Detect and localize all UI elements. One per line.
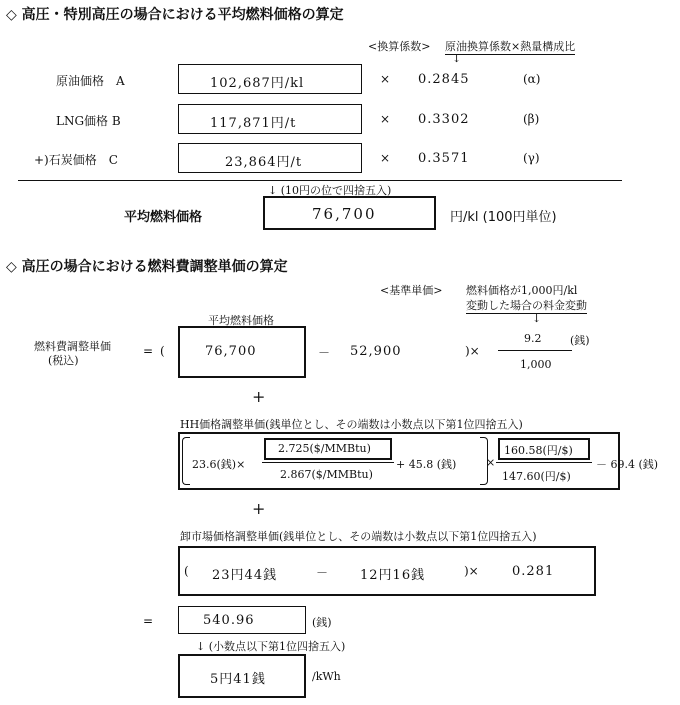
coef-value: 0.3302 bbox=[418, 112, 470, 127]
base-note-2: 変動した場合の料金変動 bbox=[466, 299, 587, 312]
greek-label: (γ) bbox=[523, 151, 540, 165]
price-value: 117,871円/t bbox=[210, 116, 297, 131]
coef-header: <換算係数> bbox=[368, 40, 431, 53]
down-arrow-icon: ↓ bbox=[452, 52, 462, 65]
coef-formula: 原油換算係数×熱量構成比 bbox=[445, 40, 576, 53]
base-note-1: 燃料価格が1,000円/kl bbox=[466, 284, 578, 297]
result-unit: (銭) bbox=[312, 616, 332, 629]
frac-numerator: 9.2 bbox=[524, 332, 542, 345]
frac-denominator: 1,000 bbox=[520, 358, 552, 371]
avg-price-unit: 円/kl (100円単位) bbox=[450, 210, 557, 225]
row-label: 原油価格 A bbox=[56, 74, 125, 88]
final-unit: /kWh bbox=[312, 670, 341, 683]
greek-label: (β) bbox=[523, 112, 540, 126]
paren-open: ( bbox=[160, 344, 165, 358]
hh-times: × bbox=[486, 456, 496, 469]
price-value: 23,864円/t bbox=[225, 155, 303, 170]
fraction-bar bbox=[498, 350, 572, 351]
base-value: 52,900 bbox=[350, 344, 402, 359]
price-value: 102,687円/kl bbox=[210, 76, 305, 91]
base-header: <基準単価> bbox=[380, 284, 443, 297]
hh-fraction-bar bbox=[262, 462, 394, 463]
section1-title: ◇ 高圧・特別高圧の場合における平均燃料価格の算定 bbox=[6, 7, 344, 23]
lhs-label-1: 燃料費調整単価 bbox=[34, 340, 111, 353]
wh-minus: － bbox=[316, 566, 329, 580]
greek-label: (α) bbox=[523, 72, 541, 86]
wh-price-b: 12円16銭 bbox=[360, 568, 426, 583]
section2-title: ◇ 高圧の場合における燃料費調整単価の算定 bbox=[6, 259, 288, 275]
down-arrow-icon: ↓ bbox=[532, 312, 542, 325]
left-brace bbox=[182, 437, 190, 485]
frac-unit: (銭) bbox=[570, 334, 590, 347]
hh-numerator: 2.725($/MMBtu) bbox=[278, 442, 371, 455]
coef-value: 0.2845 bbox=[418, 72, 470, 87]
fx-fraction-bar bbox=[496, 462, 592, 463]
row-label: +)石炭価格 C bbox=[34, 153, 118, 167]
avg-price-label: 平均燃料価格 bbox=[124, 210, 203, 225]
plus-sign: + bbox=[252, 499, 266, 518]
lhs-label-2: (税込) bbox=[48, 354, 79, 367]
avg-price-value: 76,700 bbox=[312, 205, 377, 223]
hh-term-c: － 69.4 (銭) bbox=[596, 458, 659, 471]
avg-box-label: 平均燃料価格 bbox=[208, 314, 274, 327]
wh-price-a: 23円44銭 bbox=[212, 568, 278, 583]
times-sign: × bbox=[380, 112, 391, 126]
times-sign: × bbox=[380, 72, 391, 86]
plus-sign: + bbox=[252, 387, 266, 406]
result-value: 540.96 bbox=[203, 613, 255, 628]
hh-title: HH価格調整単価(銭単位とし、その端数は小数点以下第1位四捨五入) bbox=[180, 418, 523, 431]
round-note-2: ↓ (小数点以下第1位四捨五入) bbox=[196, 640, 346, 653]
fx-numerator: 160.58(円/$) bbox=[504, 444, 573, 457]
minus-sign: － bbox=[318, 346, 331, 360]
hh-term-b: + 45.8 (銭) bbox=[396, 458, 457, 471]
wh-paren-open: ( bbox=[184, 564, 189, 578]
wh-close-times: )× bbox=[464, 564, 479, 578]
times-sign: × bbox=[380, 151, 391, 165]
wh-coef: 0.281 bbox=[512, 564, 555, 579]
sum-divider bbox=[18, 180, 622, 181]
hh-term-a: 23.6(銭)× bbox=[192, 458, 246, 471]
result-equals: = bbox=[143, 614, 154, 628]
coef-value: 0.3571 bbox=[418, 151, 470, 166]
row-label: LNG価格 B bbox=[56, 114, 121, 128]
avg-box-value: 76,700 bbox=[205, 344, 257, 359]
hh-denominator: 2.867($/MMBtu) bbox=[280, 468, 373, 481]
equals-sign: = bbox=[143, 344, 154, 358]
round-note: ↓ (10円の位で四捨五入) bbox=[268, 184, 392, 197]
fx-denominator: 147.60(円/$) bbox=[502, 470, 571, 483]
final-value: 5円41銭 bbox=[210, 672, 266, 687]
wholesale-title: 卸市場価格調整単価(銭単位とし、その端数は小数点以下第1位四捨五入) bbox=[180, 530, 537, 543]
paren-close-times: )× bbox=[465, 344, 480, 358]
